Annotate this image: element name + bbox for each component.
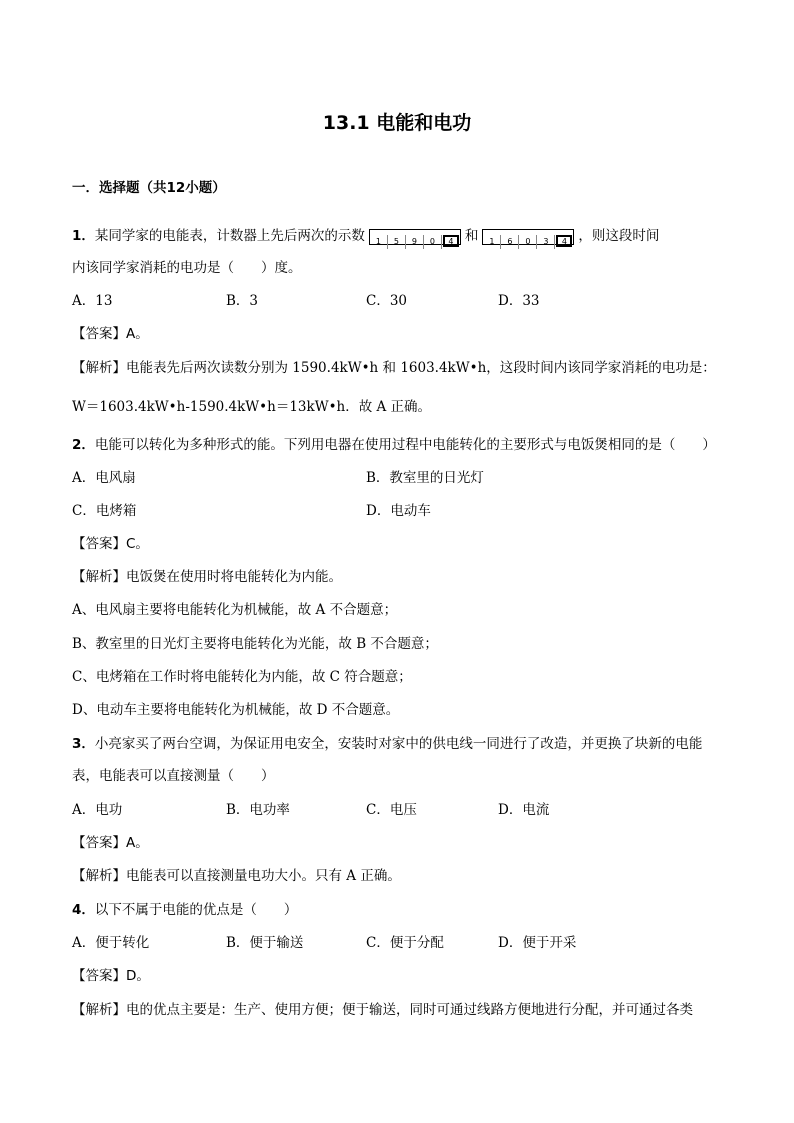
question-1-answer: 【答案】A。 bbox=[72, 326, 149, 342]
meter-1-digit: 5 bbox=[388, 235, 406, 249]
section-heading: 一．选择题（共12小题） bbox=[72, 180, 226, 196]
meter-2-digit: 6 bbox=[501, 235, 519, 249]
question-1-line-2: 内该同学家消耗的电功是（ ）度。 bbox=[72, 260, 302, 276]
meter-1-digit: 9 bbox=[406, 235, 424, 249]
question-2-analysis-2: A、电风扇主要将电能转化为机械能，故 A 不合题意； bbox=[72, 602, 398, 618]
question-3-number: 3． bbox=[72, 736, 95, 752]
question-1-option-b: B．3 bbox=[226, 293, 259, 309]
question-3-line-2: 表，电能表可以直接测量（ ） bbox=[72, 768, 275, 784]
question-4-analysis: 【解析】电的优点主要是：生产、使用方便；便于输送，同时可通过线路方便地进行分配，并可通过各类 bbox=[72, 1002, 693, 1018]
question-4-option-a: A．便于转化 bbox=[72, 935, 150, 951]
question-2-analysis-3: B、教室里的日光灯主要将电能转化为光能，故 B 不合题意； bbox=[72, 636, 438, 652]
question-1-text-b: ，则这段时间 bbox=[578, 228, 660, 244]
question-1-analysis-2: W＝1603.4kW•h-1590.4kW•h＝13kW•h．故 A 正确。 bbox=[72, 399, 432, 415]
meter-1-digit: 1 bbox=[370, 235, 388, 249]
meter-2-digit: 0 bbox=[519, 235, 537, 249]
question-1-mid: 和 bbox=[464, 228, 479, 244]
question-3-line-1 bbox=[72, 734, 702, 754]
question-2-option-d: D．电动车 bbox=[366, 503, 431, 519]
question-2-analysis-4: C、电烤箱在工作时将电能转化为内能，故 C 符合题意； bbox=[72, 669, 412, 685]
question-2-number: 2． bbox=[72, 437, 95, 453]
question-1-option-c: C．30 bbox=[366, 293, 408, 309]
question-1-text-a: 某同学家的电能表，计数器上先后两次的示数 bbox=[94, 228, 365, 244]
question-3-answer: 【答案】A。 bbox=[72, 835, 149, 851]
question-2-answer: 【答案】C。 bbox=[72, 536, 149, 552]
question-3-option-d: D．电流 bbox=[498, 802, 550, 818]
question-4-answer: 【答案】D。 bbox=[72, 968, 150, 984]
question-2-option-a: A．电风扇 bbox=[72, 470, 136, 486]
question-1-option-a: A．13 bbox=[72, 293, 113, 309]
meter-1-decimal-digit: 4 bbox=[443, 235, 459, 247]
meter-2-decimal-digit: 4 bbox=[556, 235, 572, 247]
meter-reading-1 bbox=[369, 229, 461, 245]
meter-2-digit: 1 bbox=[483, 235, 501, 249]
question-4-option-c: C．便于分配 bbox=[366, 935, 444, 951]
question-4-option-b: B．便于输送 bbox=[226, 935, 304, 951]
question-2-line bbox=[72, 435, 716, 455]
question-1-option-d: D．33 bbox=[498, 293, 540, 309]
question-3-option-c: C．电压 bbox=[366, 802, 417, 818]
question-4-line bbox=[72, 900, 297, 920]
question-1-line-1 bbox=[72, 226, 659, 246]
question-3-option-a: A．电功 bbox=[72, 802, 123, 818]
meter-1-digit: 0 bbox=[424, 235, 442, 249]
page-title: 13.1 电能和电功 bbox=[322, 112, 472, 134]
question-1-number: 1． bbox=[72, 228, 95, 244]
question-2-analysis-5: D、电动车主要将电能转化为机械能，故 D 不合题意。 bbox=[72, 702, 400, 718]
question-4-number: 4． bbox=[72, 902, 95, 918]
question-2-option-b: B．教室里的日光灯 bbox=[366, 470, 484, 486]
meter-2-digit: 3 bbox=[537, 235, 555, 249]
question-2-analysis-1: 【解析】电饭煲在使用时将电能转化为内能。 bbox=[72, 569, 342, 585]
question-4-option-d: D．便于开采 bbox=[498, 935, 577, 951]
question-3-option-b: B．电功率 bbox=[226, 802, 290, 818]
question-4-text: 以下不属于电能的优点是（ ） bbox=[94, 902, 298, 918]
question-3-text-a: 小亮家买了两台空调，为保证用电安全，安装时对家中的供电线一同进行了改造，并更换了块新的电能 bbox=[94, 736, 703, 752]
question-2-option-c: C．电烤箱 bbox=[72, 503, 137, 519]
question-3-analysis: 【解析】电能表可以直接测量电功大小。只有 A 正确。 bbox=[72, 868, 401, 884]
question-1-analysis-1: 【解析】电能表先后两次读数分别为 1590.4kW•h 和 1603.4kW•h，这段时间内该同学家消耗的电功是： bbox=[72, 360, 716, 376]
question-2-text: 电能可以转化为多种形式的能。下列用电器在使用过程中电能转化的主要形式与电饭煲相同的是（ ） bbox=[94, 437, 716, 453]
meter-reading-2 bbox=[482, 229, 574, 245]
